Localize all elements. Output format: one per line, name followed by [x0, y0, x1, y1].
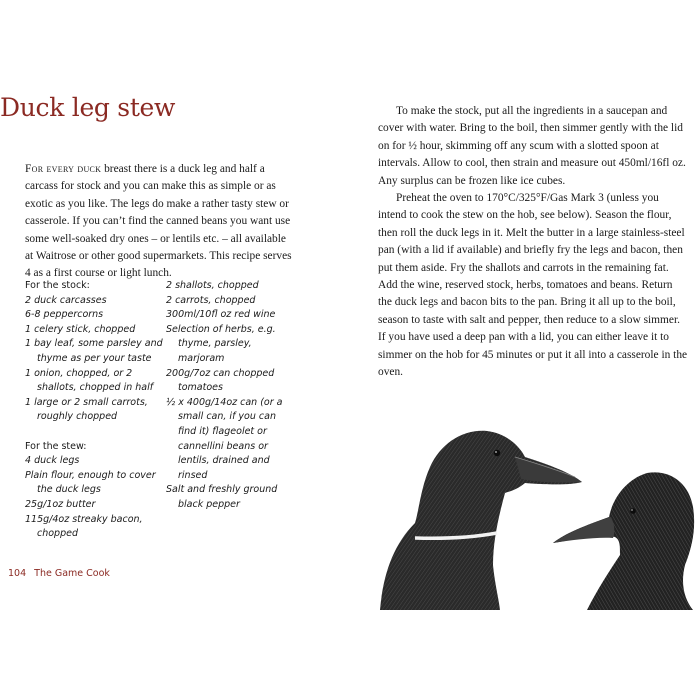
ingredient-item: 2 shallots, chopped [166, 280, 259, 291]
ingredient-item: Selection of herbs, e.g. thyme, parsley, marjoram [166, 323, 276, 364]
duck-head-drawing [553, 472, 694, 610]
duck-heads-illustration [375, 405, 700, 610]
ingredient-item: 200g/7oz can chopped tomatoes [166, 367, 275, 394]
intro-text: breast there is a duck leg and half a carcass for stock and you can make this as simple or as exotic as you like. The legs do make a rather tasty stew or casserole. If you can’t find the canned beans you want use some well-soaked dry ones – or lentils etc. – all available at Waitrose or other good supermarkets. This recipe serves 4 as a first course or light lunch. [25, 163, 292, 280]
ingredient-item: 1 bay leaf, some parsley and thyme as per your taste [25, 338, 163, 364]
ingredient-item: 300ml/10fl oz red wine [166, 309, 276, 321]
ingredient-item: 1 celery stick, chopped [25, 323, 136, 335]
ingredient-item: 115g/4oz streaky bacon, chopped [25, 513, 143, 540]
method-paragraph: To make the stock, put all the ingredients in a saucepan and cover with water. Bring to the boil, then simmer gently with the lid on for ½ hour, skimming off any scum with a slotted spoon at intervals. Allow to cool, then strain and measure out 450ml/16fl oz. Any surplus can be frozen like ice cubes. [378, 105, 686, 187]
ingredients-right-column [166, 279, 286, 513]
ingredient-item: 25g/1oz butter [25, 498, 96, 510]
mallard-head-drawing [380, 431, 582, 610]
ingredient-item: 6-8 peppercorns [25, 309, 104, 321]
ingredients-left-column [25, 279, 165, 542]
stew-heading: For the stew: [25, 440, 87, 452]
recipe-title: Duck leg stew [0, 93, 176, 122]
ingredient-item: 2 carrots, chopped [166, 294, 256, 306]
method-paragraph: Preheat the oven to 170°C/325°F/Gas Mark 3 (unless you intend to cook the stew on the hob, see below). Season the flour, then roll the duck legs in it. Melt the butter in a large stainless-steel pan (with a lid if available) and briefly fry the legs and bacon, then put them aside. Fry the shallots and carrots in the remaining fat. Add the wine, reserved stock, herbs, tomatoes and beans. Return the duck legs and bacon bits to the pan. Bring it all up to the boil, season to taste with salt and pepper, then reduce to a slow simmer. If you have used a deep pan with a lid, you can either leave it to simmer on the hob for 45 minutes or put it all into a casserole in the oven. [378, 192, 688, 379]
ingredient-item: ½ x 400g/14oz can (or a small can, if you can find it) flageolet or cannellini beans or lentils, drained and rinsed [166, 396, 283, 481]
ingredient-item: 2 duck carcasses [25, 294, 107, 306]
spacer [25, 425, 165, 440]
ingredient-item: 1 large or 2 small carrots, roughly chopped [25, 396, 148, 423]
stock-heading: For the stock: [25, 280, 90, 291]
ingredient-item: Plain flour, enough to cover the duck legs [25, 469, 156, 496]
page-footer [8, 568, 110, 579]
ingredient-item: Salt and freshly ground black pepper [166, 484, 278, 510]
page-number: 104 [8, 568, 27, 579]
intro-paragraph [25, 161, 295, 283]
intro-lead: For every duck [25, 163, 102, 175]
book-title: The Game Cook [34, 568, 110, 579]
ingredient-item: 1 onion, chopped, or 2 shallots, chopped in half [25, 367, 154, 394]
method-text [378, 103, 688, 382]
ingredient-item: 4 duck legs [25, 455, 80, 467]
